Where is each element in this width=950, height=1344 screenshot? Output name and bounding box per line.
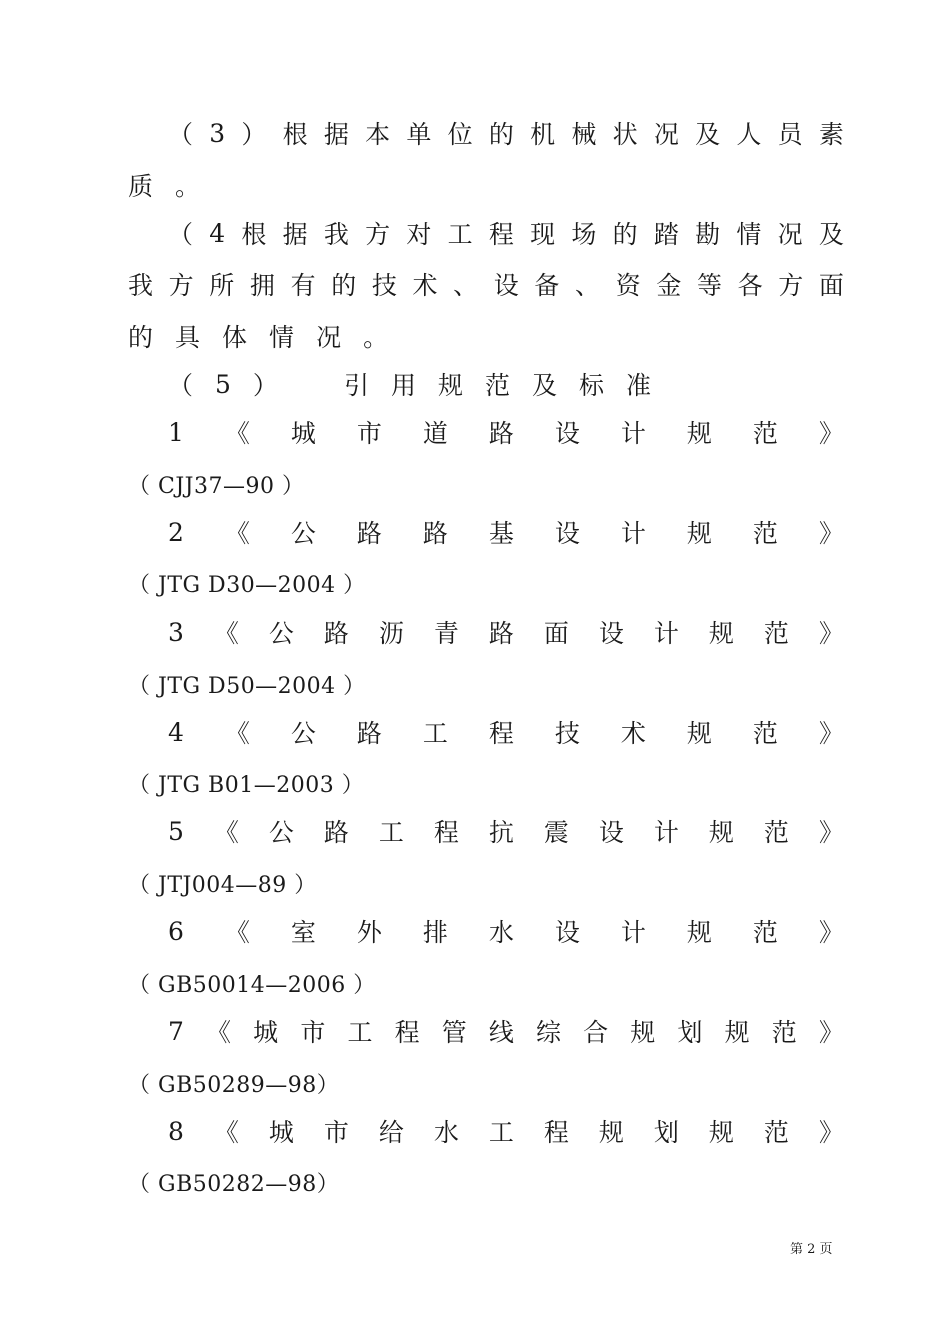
standard-code: （ JTJ004—89 ）: [128, 872, 317, 898]
standard-title: 5 《 公 路 工 程 抗 震 设 计 规 范 》: [168, 816, 844, 847]
standard-title: 6 《 室 外 排 水 设 计 规 范 》: [168, 916, 844, 947]
section-heading: （ 5 ） 引 用 规 范 及 标 准: [168, 369, 652, 400]
standard-code: （ JTG D30—2004 ）: [128, 572, 366, 598]
standard-title: 8 《 城 市 给 水 工 程 规 划 规 范 》: [168, 1116, 844, 1147]
paragraph-line: 的 具 体 情 况 。: [128, 323, 389, 352]
paragraph-line: 质 。: [128, 172, 201, 201]
standard-title: 1 《 城 市 道 路 设 计 规 范 》: [168, 417, 844, 448]
paragraph-line: 我 方 所 拥 有 的 技 术 、 设 备 、 资 金 等 各 方 面: [128, 271, 844, 300]
standard-title: 2 《 公 路 路 基 设 计 规 范 》: [168, 517, 844, 548]
standard-code: （ GB50282—98）: [128, 1171, 340, 1197]
paragraph-line: （ 3 ） 根 据 本 单 位 的 机 械 状 况 及 人 员 素: [168, 118, 844, 149]
standard-code: （ GB50014—2006 ）: [128, 972, 376, 998]
standard-code: （ CJJ37—90 ）: [128, 473, 305, 499]
standard-title: 3 《 公 路 沥 青 路 面 设 计 规 范 》: [168, 617, 844, 648]
standard-title: 4 《 公 路 工 程 技 术 规 范 》: [168, 717, 844, 748]
standard-title: 7 《 城 市 工 程 管 线 综 合 规 划 规 范 》: [168, 1016, 844, 1047]
standard-code: （ JTG B01—2003 ）: [128, 772, 365, 798]
standard-code: （ GB50289—98）: [128, 1072, 340, 1098]
page-number: 第 2 页: [790, 1242, 833, 1257]
standard-code: （ JTG D50—2004 ）: [128, 673, 366, 699]
paragraph-line: （ 4 根 据 我 方 对 工 程 现 场 的 踏 勘 情 况 及: [168, 218, 844, 249]
